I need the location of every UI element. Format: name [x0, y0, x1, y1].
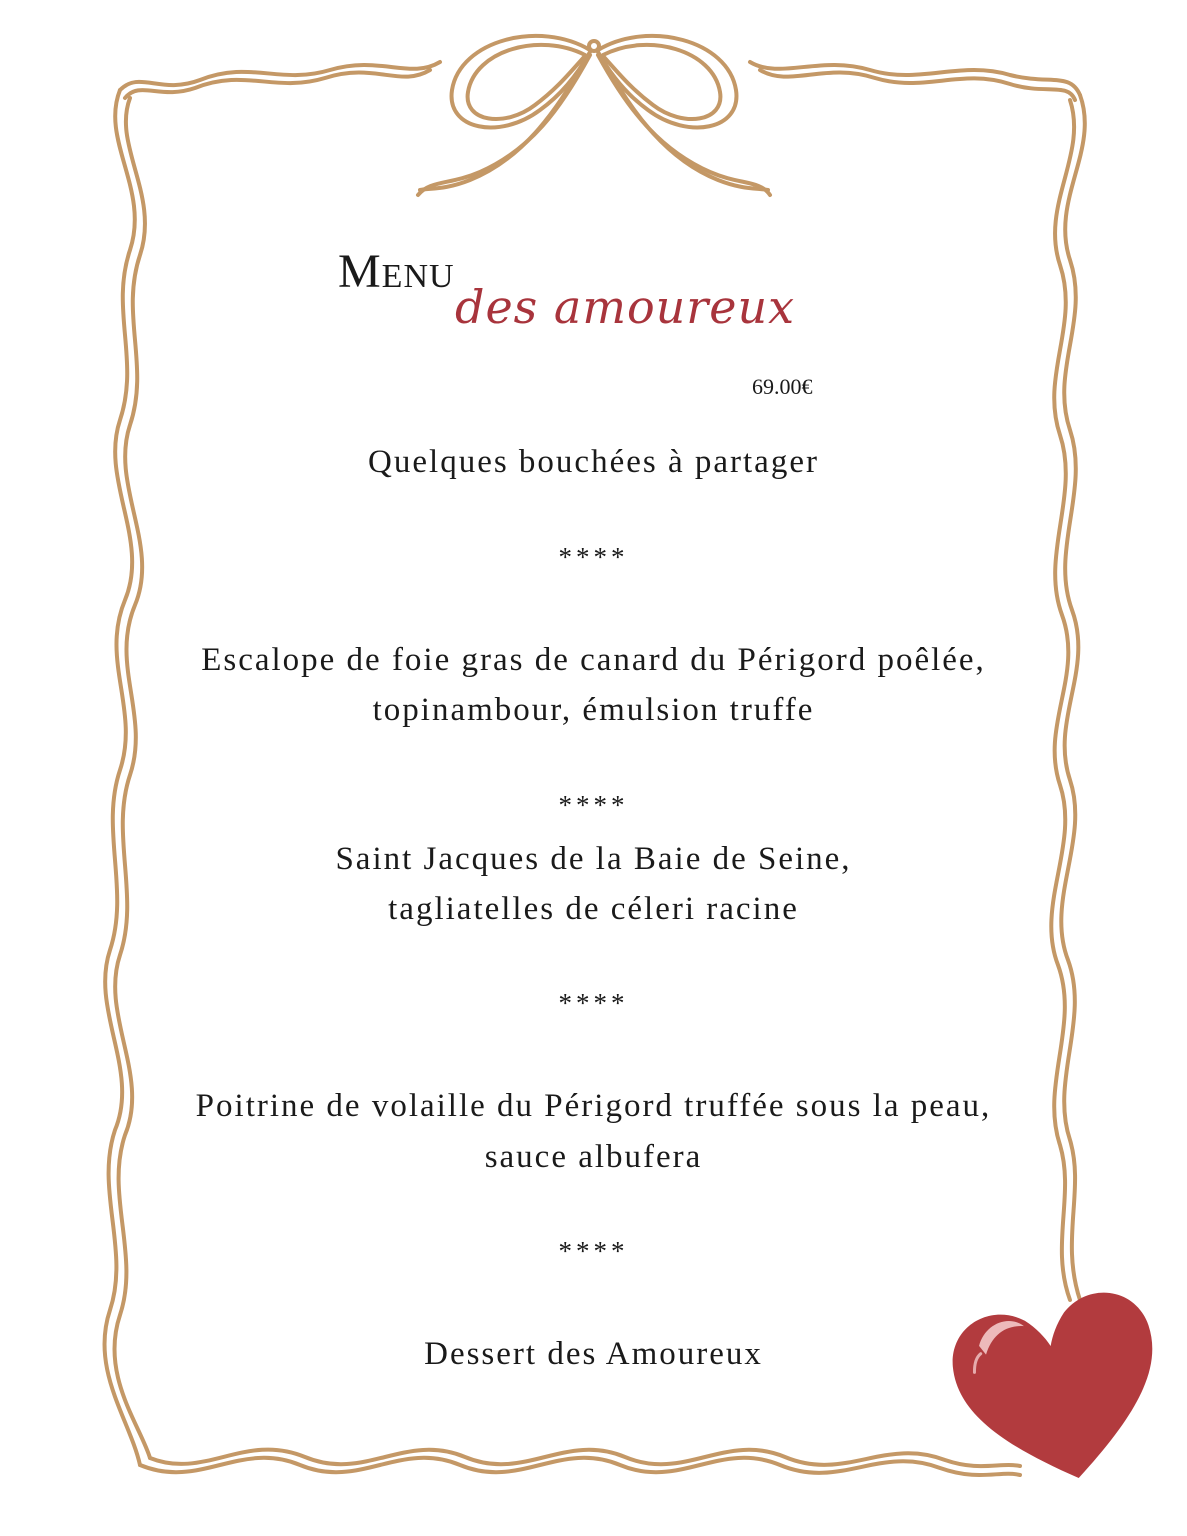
course-5-line-1: Dessert des Amoureux	[424, 1336, 763, 1372]
menu-price: 69.00€	[752, 374, 813, 399]
heart-icon	[950, 1280, 1170, 1500]
course-1-line-1: Quelques bouchées à partager	[368, 444, 819, 480]
separator-2: ****	[558, 790, 629, 820]
course-2-line-1: Escalope de foie gras de canard du Périgord poêlée,	[201, 642, 986, 678]
course-2-line-2: topinambour, émulsion truffe	[372, 692, 815, 728]
menu-subtitle: des amoureux	[455, 280, 796, 334]
course-4-line-1: Poitrine de volaille du Périgord truffée sous la peau,	[195, 1088, 992, 1124]
separator-1: ****	[558, 542, 629, 572]
separator-4: ****	[558, 1236, 629, 1266]
course-3-line-2: tagliatelles de céleri racine	[388, 891, 799, 927]
separator-3: ****	[558, 988, 629, 1018]
menu-title: Menu	[338, 245, 455, 298]
course-4-line-2: sauce albufera	[484, 1139, 703, 1175]
course-3-line-1: Saint Jacques de la Baie de Seine,	[335, 841, 852, 877]
ribbon-bow-icon	[418, 36, 770, 195]
